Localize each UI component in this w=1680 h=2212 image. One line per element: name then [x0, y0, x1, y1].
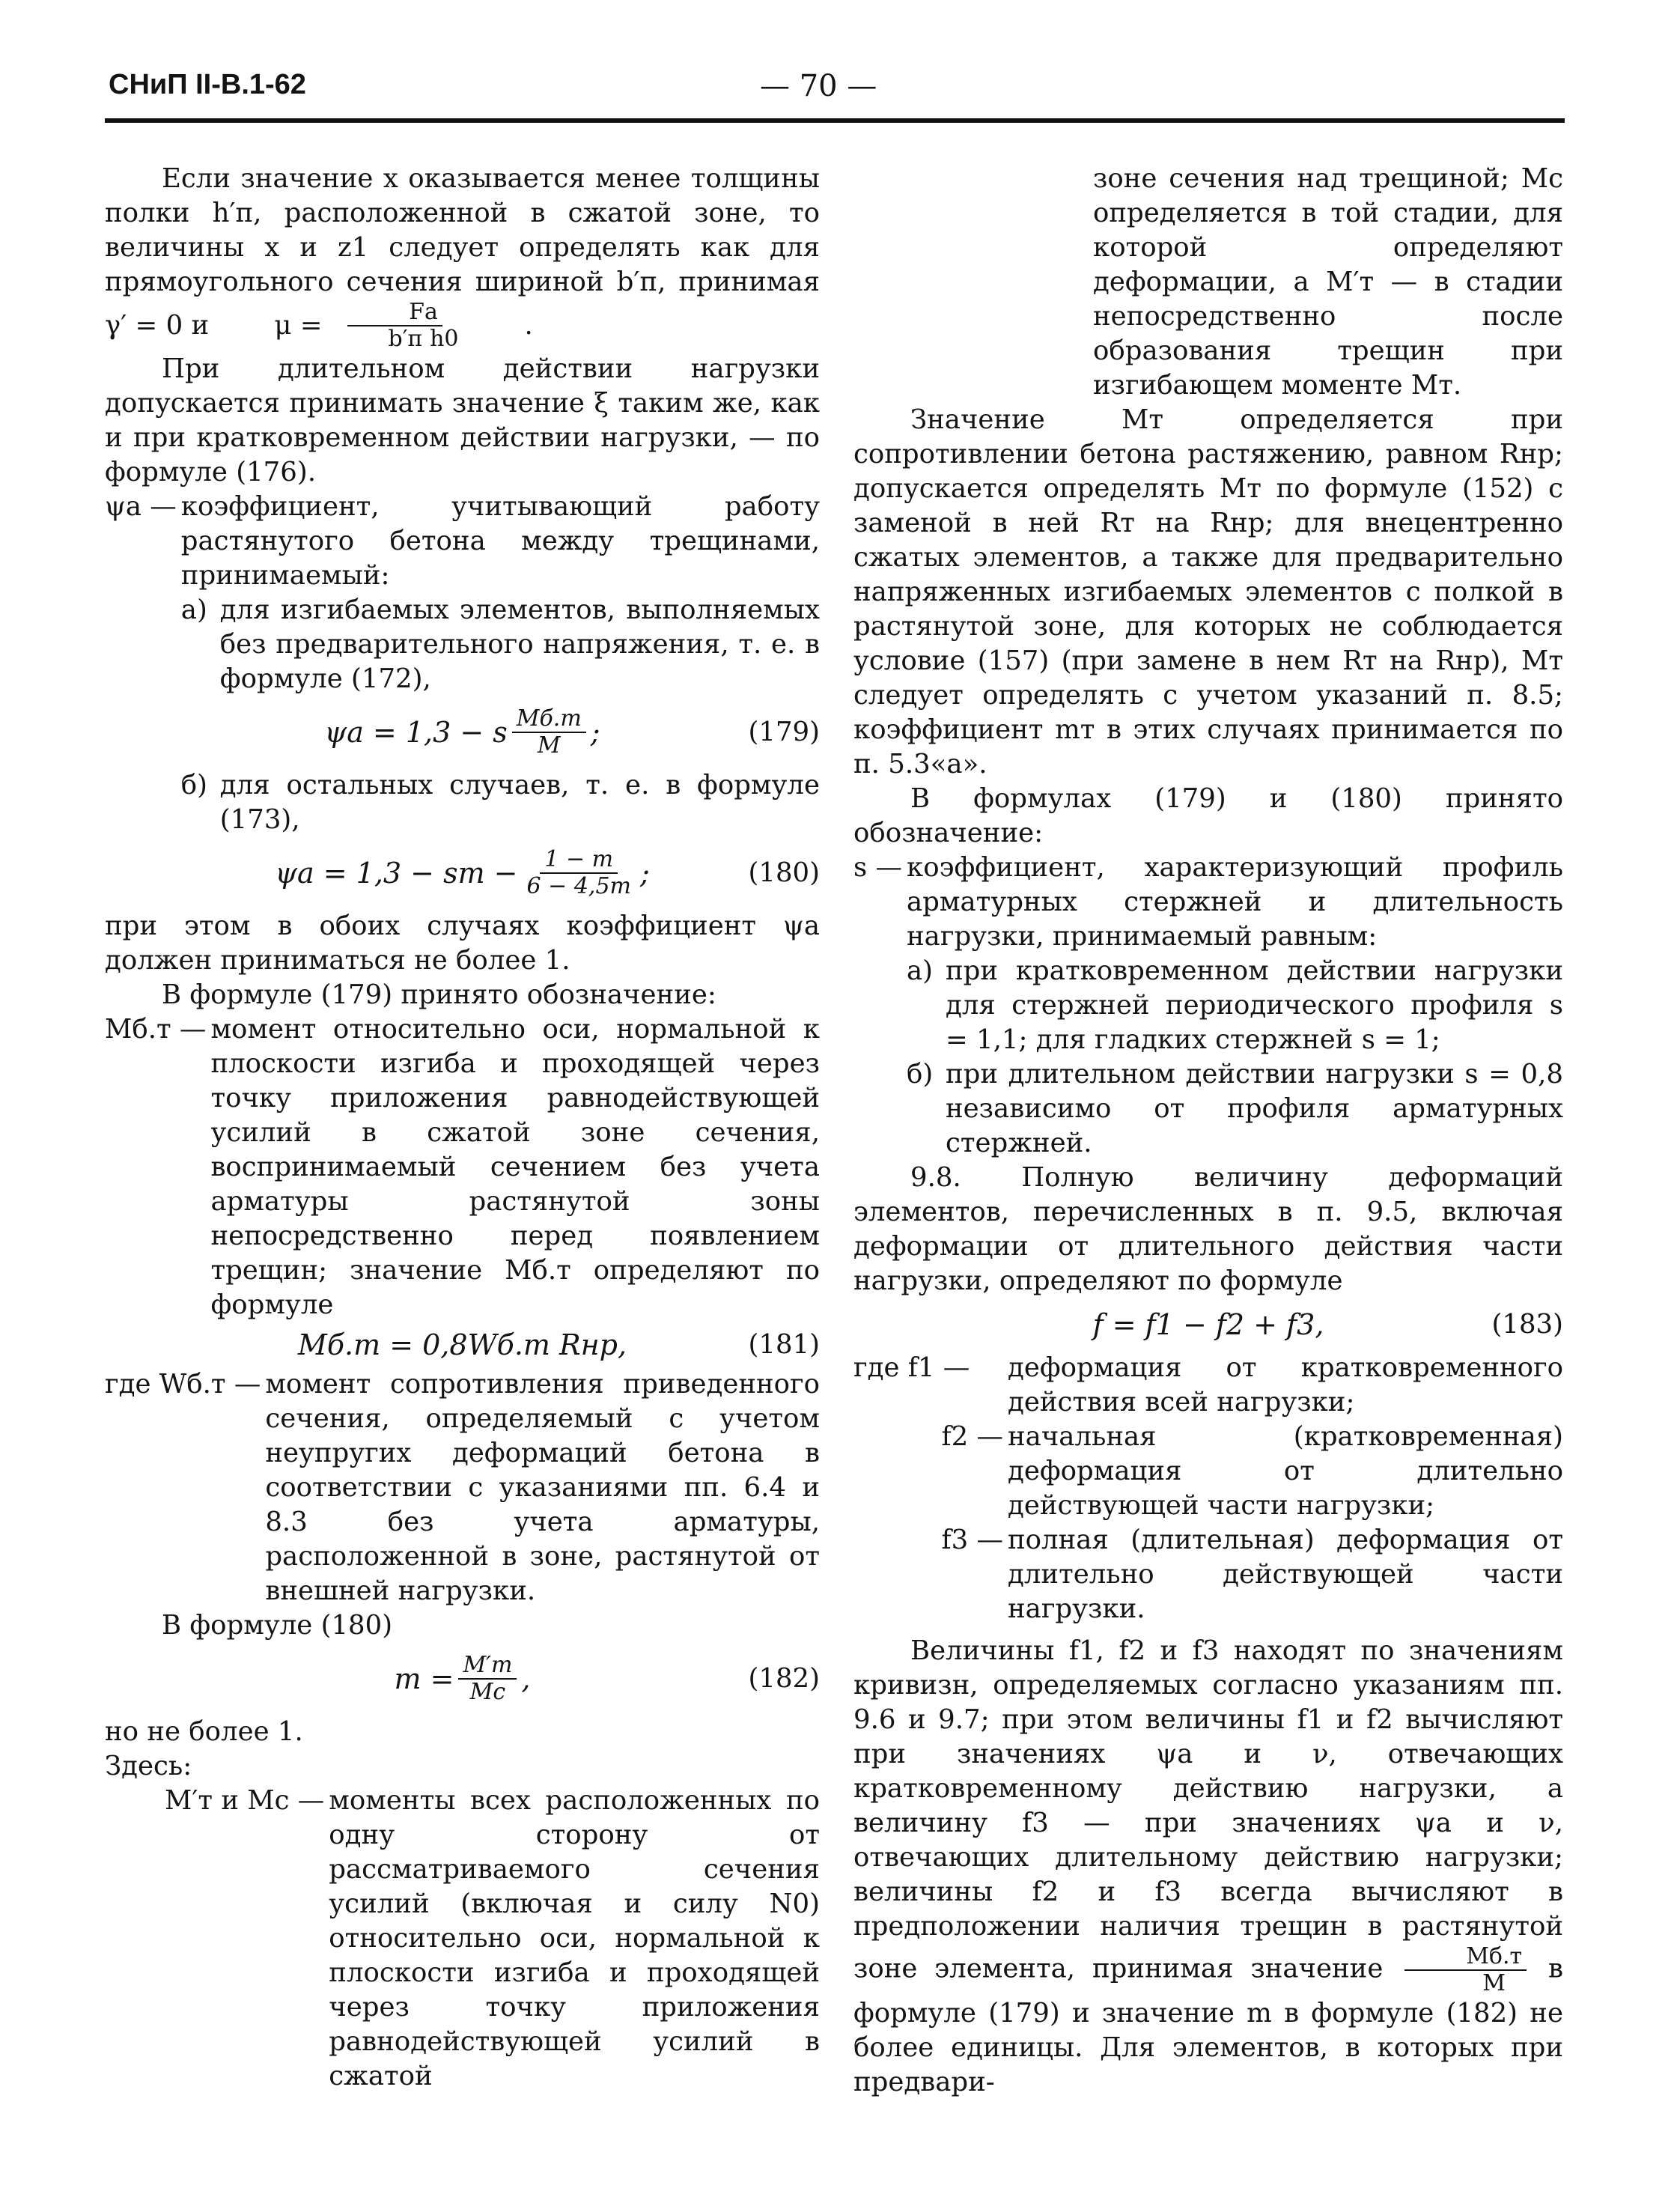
- definition-term: s —: [853, 852, 903, 883]
- paragraph: В формуле (179) принято обозначение:: [162, 979, 716, 1010]
- definition-term: где f1 —: [853, 1352, 970, 1383]
- formula-number: (183): [1491, 1309, 1563, 1340]
- paragraph: Величины f1, f2 и f3 находят по значениям кривизн, определяемых согласно указаниям пп. 9.6 и 9.7; при этом величины f1 и f2 вычисляют при значениях ψа и ν, отвечающих кратковременному действию нагрузки, а величину f3 — при значениях ψа и ν, отвечающих длительному действию нагрузки; величины f2 и f3 всегда вычисляют в предположении наличия трещин в растянутой зоне элемента, принимая значение $\frac{Mб.т}{M}$ в формуле (179) и значение m в формуле (182) не более единицы. Для элементов, в которых при предвари-: [853, 1635, 1563, 2097]
- header-rule: [105, 118, 1565, 123]
- formula-180: ψа = 1,3 − sm − $\frac{1 - m}{6 - 4,5m}$ ; (180): [275, 846, 820, 899]
- paragraph: В формулах (179) и (180) принято обозначение:: [853, 783, 1563, 848]
- definition-term: f2 —: [941, 1421, 1003, 1452]
- definition-text: момент сопротивления приведенного сечения, определяемый с учетом неупругих деформаций бетона в соответствии с указаниями пп. 6.4 и 8.3 без учета арматуры, расположенной в зоне, растянутой от внешней нагрузки.: [265, 1369, 820, 1606]
- paragraph: Значение Mт определяется при сопротивлении бетона растяжению, равном Rнр; допускается определять Mт по формуле (152) с заменой в ней Rт на Rнр; для внецентренно сжатых элементов, а также для предварительно напряженных изгибаемых элементов с полкой в растянутой зоне, для которых не соблюдается условие (157) (при замене в нем Rт на Rнр), Mт следует определять с учетом указаний п. 8.5; коэффициент mт в этих случаях принимается по п. 5.3«а».: [853, 404, 1563, 780]
- list-item-b: б) для остальных случаев, т. е. в формуле (173),: [180, 770, 820, 835]
- fraction: $\frac{1 - m}{6 - 4,5m}$: [526, 846, 631, 899]
- definition-mbt: [105, 1012, 820, 1322]
- definition-term: f3 —: [941, 1525, 1003, 1555]
- fraction: $\frac{Fа}{\text{b′п h0}}$: [327, 300, 463, 352]
- formula-number: (180): [748, 857, 820, 888]
- page-header: [109, 69, 1561, 114]
- fraction: $\frac{Mб.т}{M}$: [512, 706, 586, 759]
- document-code: СНиП II-В.1-62: [109, 69, 306, 100]
- paragraph: В формуле (180): [162, 1610, 393, 1641]
- definition-f2: [853, 1420, 1563, 1523]
- formula-number: (179): [748, 717, 820, 747]
- list-item: б) при длительном действии нагрузки s = 0,8 независимо от профиля арматурных стержней.: [907, 1059, 1563, 1158]
- section-9-8: 9.8. Полную величину деформаций элементов, перечисленных в п. 9.5, включая деформации от длительного действия части нагрузки, определяют по формуле: [853, 1162, 1563, 1296]
- definition-text: начальная (кратковременная) деформация от длительно действующей части нагрузки;: [1008, 1421, 1563, 1521]
- formula-179: ψа = 1,3 − s $\frac{Mб.т}{M}$ ; (179): [324, 705, 820, 759]
- list-item: а) при кратковременном действии нагрузки для стержней периодического профиля s = 1,1; для гладких стержней s = 1;: [907, 955, 1563, 1055]
- paragraph: Здесь:: [105, 1751, 192, 1781]
- page-number: — 70 —: [760, 69, 877, 103]
- formula-181: Mб.т = 0,8Wб.т Rнр, (181): [297, 1328, 820, 1361]
- definition-text: полная (длительная) деформация от длительно действующей части нагрузки.: [1008, 1525, 1563, 1624]
- formula-182: m = $\frac{M'т}{Mс}$ , (182): [394, 1652, 820, 1705]
- formula-number: (181): [748, 1329, 820, 1360]
- paragraph-continuation: зоне сечения над трещиной; Mс определяется в той стадии, для которой определяют деформации, а M′т — в стадии непосредственно после образования трещин при изгибающем моменте Mт.: [1093, 163, 1563, 401]
- left-column: [105, 162, 820, 2094]
- paragraph: при этом в обоих случаях коэффициент ψа должен приниматься не более 1.: [105, 911, 820, 976]
- definition-f1: [853, 1351, 1563, 1420]
- list-item: а) для изгибаемых элементов, выполняемых без предварительного напряжения, т. е. в формуле (172),: [180, 595, 820, 694]
- definition-mt: [105, 1784, 820, 2094]
- definition-text: момент относительно оси, нормальной к плоскости изгиба и проходящей через точку приложения равнодействующей усилий в сжатой зоне сечения, воспринимаемый сечением без учета арматуры растянутой зоны непосредственно перед появлением трещин; значение Mб.т определяют по формуле: [210, 1014, 820, 1320]
- definition-text: моменты всех расположенных по одну сторону от рассматриваемого сечения усилий (включая и силу N0) относительно оси, нормальной к плоскости изгиба и проходящей через точку приложения равнодействующей усилий в сжатой: [329, 1785, 820, 2091]
- definition-psi: [105, 490, 820, 696]
- paragraph: При длительном действии нагрузки допускается принимать значение ξ таким же, как и при кратковременном действии нагрузки, — по формуле (176).: [105, 353, 820, 487]
- definition-f3: [853, 1523, 1563, 1626]
- formula-183: f = f1 − f2 + f3, (183): [1092, 1308, 1563, 1341]
- fraction: $\frac{Mб.т}{M}$: [1404, 1944, 1527, 1996]
- definition-text: коэффициент, учитывающий работу растянутого бетона между трещинами, принимаемый:: [180, 491, 820, 591]
- fraction: $\frac{M'т}{Mс}$: [458, 1653, 517, 1705]
- definition-text: коэффициент, характеризующий профиль арматурных стержней и длительность нагрузки, принимаемый равным:: [907, 852, 1563, 952]
- definition-wbt: [105, 1367, 820, 1608]
- formula-mu: μ = $\frac{Fа}{\text{b′п h0}}$ .: [274, 299, 533, 352]
- right-column: [853, 162, 1563, 2100]
- definition-term: ψа —: [105, 491, 177, 522]
- definition-term: Mб.т —: [105, 1014, 207, 1045]
- definition-text: деформация от кратковременного действия всей нагрузки;: [1008, 1352, 1563, 1418]
- paragraph: но не более 1.: [105, 1716, 303, 1747]
- formula-number: (182): [748, 1663, 820, 1694]
- definition-s: [853, 851, 1563, 1161]
- definition-term: M′т и Mс —: [165, 1785, 325, 1816]
- definition-term: где Wб.т —: [105, 1369, 261, 1400]
- paragraph: Если значение x оказывается менее толщины полки h′п, расположенной в сжатой зоне, то величины x и z1 следует определять как для прямоугольного сечения шириной b′п, принимая γ′ = 0 и μ = $\frac{Fа}{\text{b′п h0}}$ .: [105, 163, 820, 352]
